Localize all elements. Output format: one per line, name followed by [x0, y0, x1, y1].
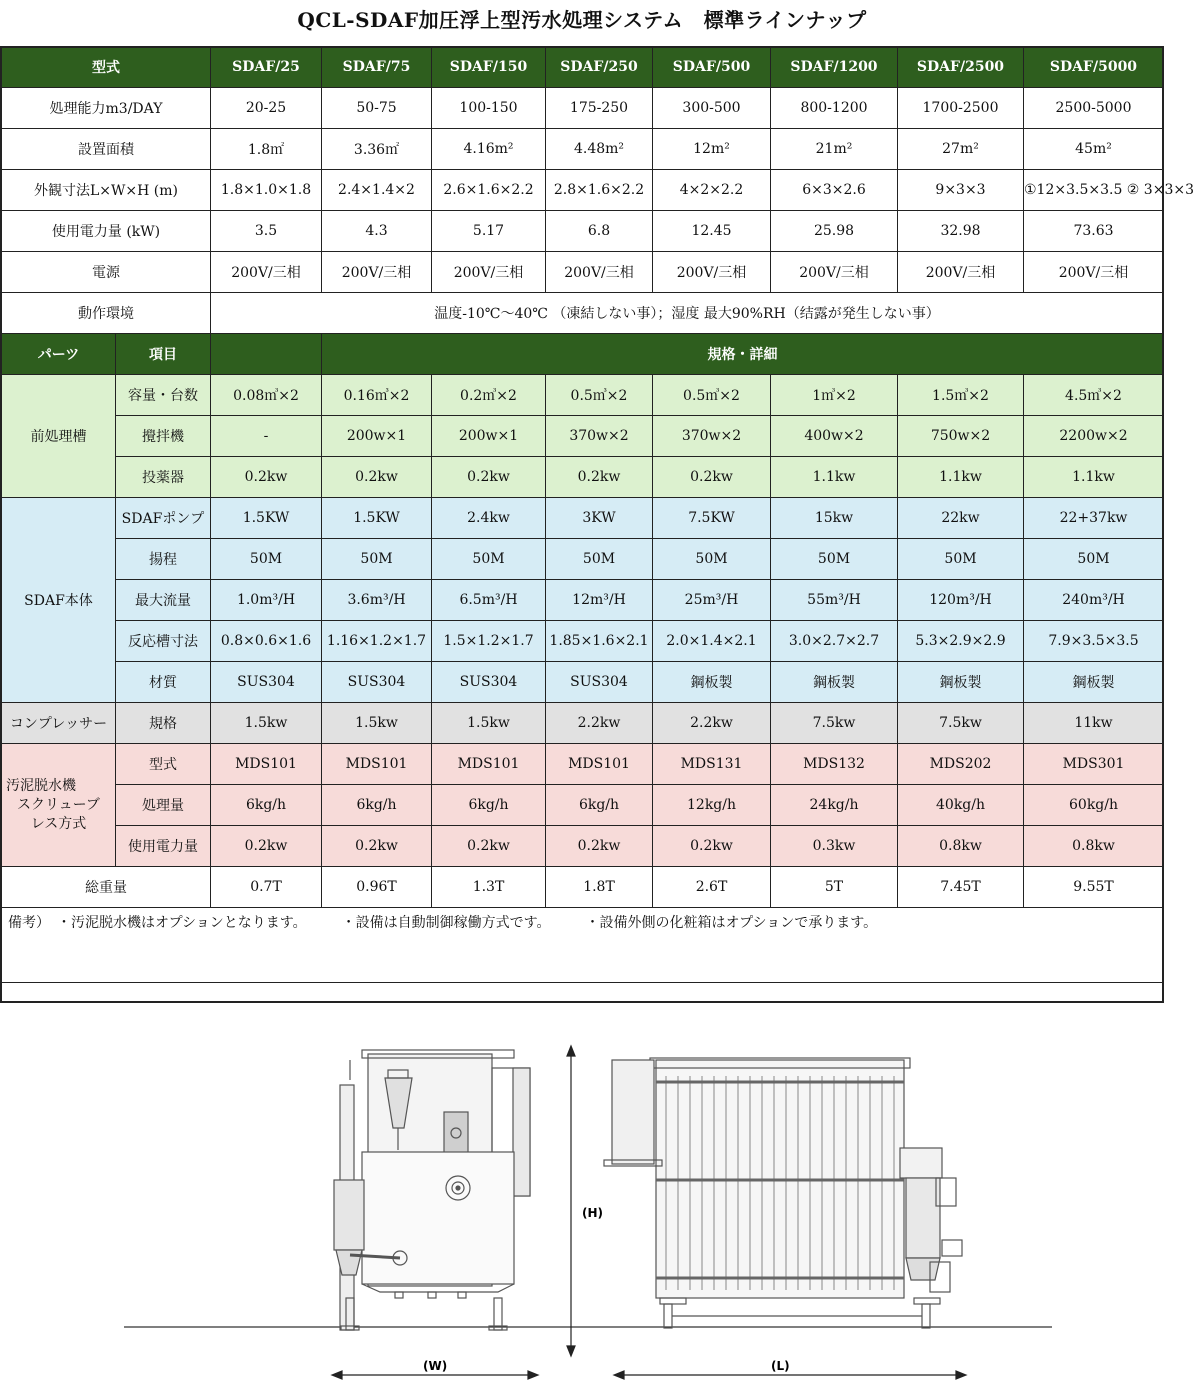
table-cell: 1.5kw [432, 703, 546, 744]
row-label: 電源 [2, 252, 211, 293]
table-cell: 2.0×1.4×2.1 [653, 621, 771, 662]
table-cell: 1.8T [546, 867, 653, 908]
section-line: レス方式 [30, 815, 87, 832]
table-cell: 1.1kw [771, 457, 898, 498]
table-cell: 1700-2500 [898, 88, 1024, 129]
table-cell: 60kg/h [1024, 785, 1164, 826]
model-header: SDAF/25 [211, 47, 322, 88]
height-label: (H) [582, 1206, 604, 1220]
table-cell: SUS304 [546, 662, 653, 703]
table-cell: 4.48m² [546, 129, 653, 170]
table-cell: 40kg/h [898, 785, 1024, 826]
table-cell: 7.5KW [653, 498, 771, 539]
table-cell: 200V/三相 [432, 252, 546, 293]
section-line: スクリューブ [17, 796, 100, 813]
table-cell: ①12×3.5×3.5 ② 3×3×3 [1024, 170, 1164, 211]
table-cell: 6.5m³/H [432, 580, 546, 621]
row-label: 反応槽寸法 [116, 621, 211, 662]
table-cell: 2.2kw [653, 703, 771, 744]
table-cell: 2.6×1.6×2.2 [432, 170, 546, 211]
table-cell: 750w×2 [898, 416, 1024, 457]
table-cell: 1.1kw [1024, 457, 1164, 498]
table-cell: 12kg/h [653, 785, 771, 826]
table-cell: 50-75 [322, 88, 432, 129]
table-cell: MDS131 [653, 744, 771, 785]
row-label: 型式 [116, 744, 211, 785]
table-cell: 7.5kw [898, 703, 1024, 744]
table-cell: 0.8kw [898, 826, 1024, 867]
row-label: 使用電力量 [116, 826, 211, 867]
row-label: 使用電力量 (kW) [2, 211, 211, 252]
table-cell: 200V/三相 [546, 252, 653, 293]
table-cell: 7.9×3.5×3.5 [1024, 621, 1164, 662]
table-cell: 1.3T [432, 867, 546, 908]
table-cell: 2.6T [653, 867, 771, 908]
table-cell: 2.2kw [546, 703, 653, 744]
model-header: SDAF/250 [546, 47, 653, 88]
row-label: 動作環境 [2, 293, 211, 334]
table-cell: 175-250 [546, 88, 653, 129]
table-cell: 200V/三相 [322, 252, 432, 293]
table-cell: 12m² [653, 129, 771, 170]
table-cell: 0.2kw [546, 457, 653, 498]
width-label: (W) [423, 1359, 448, 1373]
table-cell: MDS101 [211, 744, 322, 785]
table-cell: 240m³/H [1024, 580, 1164, 621]
table-cell: 32.98 [898, 211, 1024, 252]
table-cell: 1.0m³/H [211, 580, 322, 621]
table-cell: 鋼板製 [771, 662, 898, 703]
table-cell: 0.08㎥×2 [211, 375, 322, 416]
table-cell: 21m² [771, 129, 898, 170]
table-cell: 0.5㎥×2 [546, 375, 653, 416]
row-label: 攪拌機 [116, 416, 211, 457]
table-cell: 11kw [1024, 703, 1164, 744]
table-cell: 200V/三相 [898, 252, 1024, 293]
row-label: 揚程 [116, 539, 211, 580]
table-cell: 1.16×1.2×1.7 [322, 621, 432, 662]
table-cell: 0.2kw [653, 826, 771, 867]
table-cell: 12.45 [653, 211, 771, 252]
table-cell: 3.36㎡ [322, 129, 432, 170]
table-cell: 6kg/h [322, 785, 432, 826]
table-cell: 27m² [898, 129, 1024, 170]
environment-value: 温度-10℃～40℃ （凍結しない事）；湿度 最大90%RH（结露が発生しない事） [211, 293, 1164, 334]
page-title: QCL-SDAF加圧浮上型汚水処理システム 標準ラインナップ [297, 8, 867, 32]
table-cell: 0.2kw [546, 826, 653, 867]
table-cell: 15kw [771, 498, 898, 539]
table-cell: 200w×1 [322, 416, 432, 457]
table-cell: 6×3×2.6 [771, 170, 898, 211]
table-cell: 22kw [898, 498, 1024, 539]
model-header: SDAF/2500 [898, 47, 1024, 88]
table-cell: 2.8×1.6×2.2 [546, 170, 653, 211]
table-cell: 200V/三相 [211, 252, 322, 293]
table-cell: 6.8 [546, 211, 653, 252]
section-sdaf-body: SDAF本体 [2, 498, 116, 703]
table-cell: 120m³/H [898, 580, 1024, 621]
table-cell: 370w×2 [653, 416, 771, 457]
equipment-drawing [0, 1030, 1164, 1382]
table-cell: 4.5㎥×2 [1024, 375, 1164, 416]
table-cell: 0.5㎥×2 [653, 375, 771, 416]
table-cell: 1.8㎡ [211, 129, 322, 170]
row-label: 材質 [116, 662, 211, 703]
table-cell: 55m³/H [771, 580, 898, 621]
table-cell: 370w×2 [546, 416, 653, 457]
table-cell: 9.55T [1024, 867, 1164, 908]
table-cell: 50M [546, 539, 653, 580]
table-cell: 50M [653, 539, 771, 580]
table-cell: 20-25 [211, 88, 322, 129]
table-cell: 24kg/h [771, 785, 898, 826]
item-header: 項目 [116, 334, 211, 375]
model-header-label: 型式 [2, 47, 211, 88]
table-cell: 0.2kw [432, 457, 546, 498]
row-label: 外観寸法L×W×H (m) [2, 170, 211, 211]
table-cell: 1.85×1.6×2.1 [546, 621, 653, 662]
table-cell: 1㎥×2 [771, 375, 898, 416]
table-cell: 1.5kw [322, 703, 432, 744]
spec-table [1, 46, 1194, 983]
table-cell: 1.5㎥×2 [898, 375, 1024, 416]
model-header: SDAF/5000 [1024, 47, 1164, 88]
table-cell: 6kg/h [432, 785, 546, 826]
row-label: 処理量 [116, 785, 211, 826]
model-header: SDAF/75 [322, 47, 432, 88]
model-header: SDAF/150 [432, 47, 546, 88]
table-cell: 0.96T [322, 867, 432, 908]
table-cell: 5T [771, 867, 898, 908]
table-cell: 0.3kw [771, 826, 898, 867]
table-cell: 0.2kw [432, 826, 546, 867]
table-cell: 鋼板製 [1024, 662, 1164, 703]
table-cell: 25m³/H [653, 580, 771, 621]
table-cell: MDS132 [771, 744, 898, 785]
table-cell: 0.16㎥×2 [322, 375, 432, 416]
table-cell: 3KW [546, 498, 653, 539]
table-cell: 50M [1024, 539, 1164, 580]
table-cell: 50M [322, 539, 432, 580]
table-cell: 0.7T [211, 867, 322, 908]
blank-header [211, 334, 322, 375]
table-cell: 7.45T [898, 867, 1024, 908]
table-cell: 1.5×1.2×1.7 [432, 621, 546, 662]
table-cell: 0.2kw [322, 457, 432, 498]
notes: 備考） ・汚泥脱水機はオプションとなります。 ・設備は自動制御稼働方式です。 ・設備外側の化粧箱はオプションで承ります。 [2, 908, 1164, 983]
table-cell: 5.17 [432, 211, 546, 252]
table-cell: 0.2kw [322, 826, 432, 867]
table-cell: 6kg/h [211, 785, 322, 826]
section-compressor: コンプレッサー [2, 703, 116, 744]
row-label: 総重量 [2, 867, 211, 908]
table-cell: 0.8kw [1024, 826, 1164, 867]
parts-header: パーツ [2, 334, 116, 375]
table-cell: 100-150 [432, 88, 546, 129]
table-cell: 0.2kw [211, 826, 322, 867]
table-cell: 9×3×3 [898, 170, 1024, 211]
table-cell: 0.2kw [653, 457, 771, 498]
length-label: (L) [771, 1359, 790, 1373]
table-cell: 6kg/h [546, 785, 653, 826]
table-cell: MDS202 [898, 744, 1024, 785]
spec-header: 規格・詳細 [322, 334, 1164, 375]
table-cell: 4.16m² [432, 129, 546, 170]
table-cell: 50M [211, 539, 322, 580]
table-cell: 1.8×1.0×1.8 [211, 170, 322, 211]
table-cell: 45m² [1024, 129, 1164, 170]
table-cell: 4.3 [322, 211, 432, 252]
table-cell: 200V/三相 [1024, 252, 1164, 293]
table-cell: 2.4kw [432, 498, 546, 539]
table-cell: 22+37kw [1024, 498, 1164, 539]
table-cell: 7.5kw [771, 703, 898, 744]
table-cell: 鋼板製 [653, 662, 771, 703]
table-cell: SUS304 [322, 662, 432, 703]
table-cell: 5.3×2.9×2.9 [898, 621, 1024, 662]
row-label: 処理能力m3/DAY [2, 88, 211, 129]
row-label: SDAFポンプ [116, 498, 211, 539]
table-cell: SUS304 [432, 662, 546, 703]
table-cell: 400w×2 [771, 416, 898, 457]
row-label: 設置面積 [2, 129, 211, 170]
table-cell: 1.5kw [211, 703, 322, 744]
table-cell: 2200w×2 [1024, 416, 1164, 457]
table-cell: 3.6m³/H [322, 580, 432, 621]
row-label: 規格 [116, 703, 211, 744]
table-cell: 73.63 [1024, 211, 1164, 252]
table-cell: 鋼板製 [898, 662, 1024, 703]
table-cell: 0.8×0.6×1.6 [211, 621, 322, 662]
table-cell: MDS101 [322, 744, 432, 785]
table-cell: MDS301 [1024, 744, 1164, 785]
table-cell: 1.1kw [898, 457, 1024, 498]
table-cell: 25.98 [771, 211, 898, 252]
table-cell: 2500-5000 [1024, 88, 1164, 129]
table-cell: 12m³/H [546, 580, 653, 621]
table-cell: 200V/三相 [653, 252, 771, 293]
table-cell: SUS304 [211, 662, 322, 703]
table-cell: 200w×1 [432, 416, 546, 457]
table-cell: 2.4×1.4×2 [322, 170, 432, 211]
table-cell: 50M [898, 539, 1024, 580]
table-cell: 300-500 [653, 88, 771, 129]
row-label: 容量・台数 [116, 375, 211, 416]
table-cell: 50M [771, 539, 898, 580]
table-cell: 0.2㎥×2 [432, 375, 546, 416]
model-header: SDAF/500 [653, 47, 771, 88]
table-cell: 3.5 [211, 211, 322, 252]
table-cell: MDS101 [432, 744, 546, 785]
table-cell: 200V/三相 [771, 252, 898, 293]
table-cell: 0.2kw [211, 457, 322, 498]
row-label: 最大流量 [116, 580, 211, 621]
table-cell: - [211, 416, 322, 457]
table-cell: 1.5KW [211, 498, 322, 539]
section-pretreatment: 前処理槽 [2, 375, 116, 498]
model-header: SDAF/1200 [771, 47, 898, 88]
section-dewatering [2, 744, 116, 867]
section-line: 汚泥脱水機 [6, 777, 76, 794]
row-label: 投薬器 [116, 457, 211, 498]
table-cell: 800-1200 [771, 88, 898, 129]
table-cell: 4×2×2.2 [653, 170, 771, 211]
table-cell: 3.0×2.7×2.7 [771, 621, 898, 662]
table-cell: MDS101 [546, 744, 653, 785]
table-cell: 1.5KW [322, 498, 432, 539]
table-cell: 50M [432, 539, 546, 580]
